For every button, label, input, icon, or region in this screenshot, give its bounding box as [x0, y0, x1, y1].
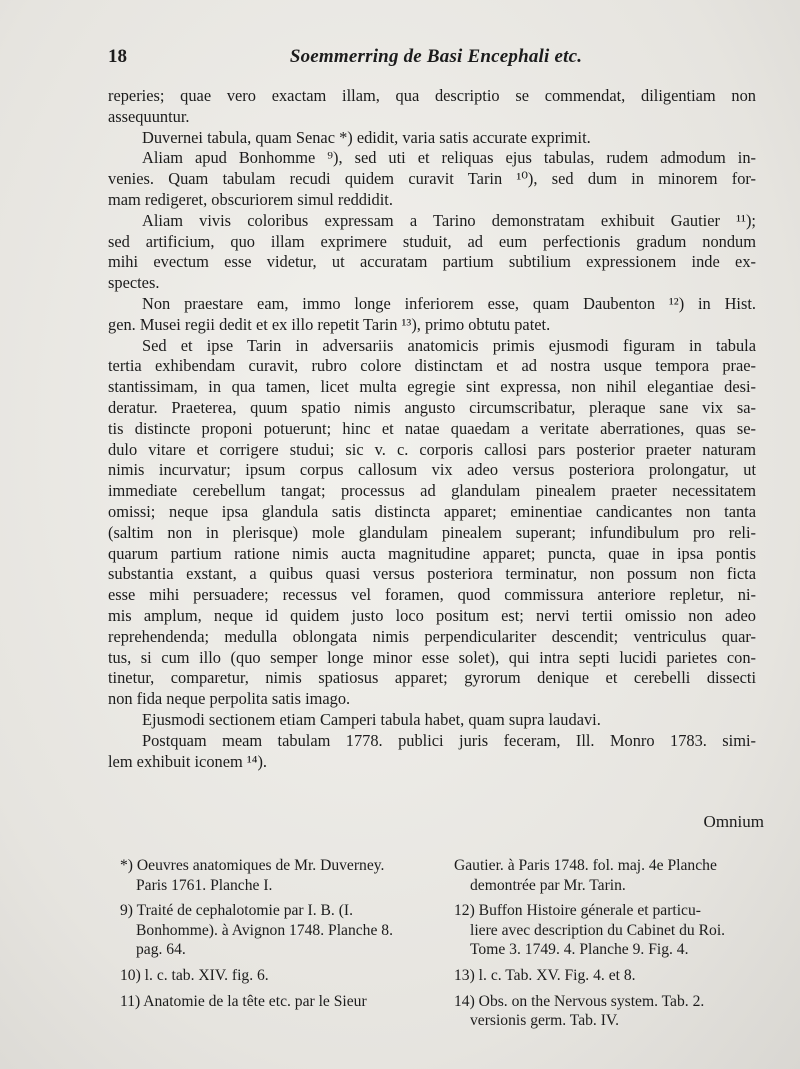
text-line: (saltim non in plerisque) mole glandulam pinealem superant; infundibulum pro reli- — [108, 522, 756, 542]
running-title: Soemmerring de Basi Encephali etc. — [289, 46, 583, 67]
body-text — [108, 86, 756, 772]
footnote-line: 12) Buffon Histoire génerale et particu- — [454, 902, 701, 920]
footnote-line: 14) Obs. on the Nervous system. Tab. 2. — [454, 992, 705, 1010]
footnote-line: Gautier. à Paris 1748. fol. maj. 4e Planche — [454, 857, 717, 874]
text-line: gen. Musei regii dedit et ex illo repetit Tarin ¹³), primo obtutu patet. — [108, 314, 551, 334]
text-line: reprehendenda; medulla oblongata nimis perpendiculariter descendit; ventriculus quar- — [108, 626, 756, 646]
text-line: venies. Quam tabulam recudi quidem curavit Tarin ¹⁰), sed dum in minorem for- — [108, 169, 756, 189]
footnotes — [106, 856, 766, 1056]
text-line: nimis incurvatur; ipsum corpus callosum vix adeo versus posteriora prolongatur, ut — [108, 460, 756, 480]
footnote-line: liere avec description du Cabinet du Roi. — [470, 921, 726, 939]
footnote — [440, 992, 766, 1031]
footnote-line: demontrée par Mr. Tarin. — [470, 876, 626, 894]
text-line: omissi; neque ipsa glandula satis distincta apparet; eminentiae candicantes non tanta — [108, 501, 756, 521]
footnote-line: Bonhomme). à Avignon 1748. Planche 8. — [136, 921, 393, 939]
text-line: assequuntur. — [108, 106, 190, 126]
text-line: tinetur, comparetur, nimis spatiosus apparet; gyrorum denique et cerebelli dissecti — [108, 668, 756, 688]
text-line: Non praestare eam, immo longe inferiorem esse, quam Daubenton ¹²) in Hist. — [142, 293, 756, 313]
text-line: spectes. — [108, 273, 160, 293]
footnote-line: 9) Traité de cephalotomie par I. B. (I. — [120, 902, 353, 920]
page-number: 18 — [108, 46, 127, 67]
text-line: immediate cerebellum tangat; processus ad glandulam pinealem praeter necessitatem — [108, 481, 756, 501]
page-header — [108, 46, 764, 76]
text-line: Ejusmodi sectionem etiam Camperi tabula habet, quam supra laudavi. — [142, 709, 601, 729]
footnote — [106, 966, 416, 986]
footnote — [440, 966, 766, 986]
footnote-line: versionis germ. Tab. IV. — [470, 1012, 620, 1030]
footnotes-right-column — [440, 856, 766, 1037]
footnotes-left-column — [106, 856, 416, 1017]
text-line: tus, si cum illo (quo semper longe minor esse solet), qui intra septi lucidi parietes con- — [108, 647, 756, 667]
footnote-line: Paris 1761. Planche I. — [136, 876, 273, 894]
text-line: deratur. Praeterea, quum spatio nimis angusto circumscribatur, pleraque sane vix sa- — [108, 397, 756, 417]
text-line: non fida neque perpolita satis imago. — [108, 689, 351, 709]
text-line: quarum partium ratione nimis aucta magnitudine apparet; puncta, quae in ipsa pontis — [108, 543, 756, 563]
footnote-line: 10) l. c. tab. XIV. fig. 6. — [120, 966, 269, 984]
footnote — [106, 992, 416, 1012]
text-line: tertia exhibendam curavit, rubro colore distinctam et ad nostra usque tempora prae- — [108, 356, 756, 376]
footnote — [106, 856, 416, 895]
footnote — [106, 901, 416, 960]
catchword: Omnium — [703, 812, 764, 831]
text-line: esse mihi persuadere; recessus vel foramen, quod commissura anteriore repletur, ni- — [108, 585, 756, 605]
text-line: Aliam vivis coloribus expressam a Tarino demonstratam exhibuit Gautier ¹¹); — [142, 210, 756, 230]
text-line: mihi evectum esse videtur, ut accuratam partium subtilium expressionem inde ex- — [108, 252, 756, 272]
text-line: dulo vitare et corrigere studui; sic v. c. corporis callosi pars posterior praeter naturam — [108, 439, 756, 459]
footnote-line: 11) Anatomie de la tête etc. par le Sieur — [120, 992, 367, 1010]
text-line: stantissimam, in qua tamen, licet multa egregie sint expressa, non nihil elegantiae desi- — [108, 377, 756, 397]
text-line: sed artificium, quo illam exprimere studuit, ad eum perfectionis gradum nondum — [108, 231, 756, 251]
text-line: reperies; quae vero exactam illam, qua descriptio se commendat, diligentiam non — [108, 86, 756, 105]
text-line: tis distincte proponi potuerunt; hinc et natae quaedam a veritate aberrationes, quas se- — [108, 418, 756, 438]
text-line: Aliam apud Bonhomme ⁹), sed uti et reliquas ejus tabulas, rudem admodum in- — [142, 148, 756, 168]
text-line: mam redigeret, obscuriorem simul reddidit. — [108, 189, 393, 209]
footnote — [440, 901, 766, 960]
footnote-line: pag. 64. — [136, 941, 186, 959]
text-line: mis amplum, neque id quidem justo loco positum est; nervi tertii omissio non adeo — [108, 605, 756, 625]
footnote-line: 13) l. c. Tab. XV. Fig. 4. et 8. — [454, 966, 636, 984]
text-line: Postquam meam tabulam 1778. publici juris feceram, Ill. Monro 1783. simi- — [142, 730, 756, 750]
footnote-line: Tome 3. 1749. 4. Planche 9. Fig. 4. — [470, 941, 689, 959]
text-line: lem exhibuit iconem ¹⁴). — [108, 751, 268, 771]
footnote-line: *) Oeuvres anatomiques de Mr. Duverney. — [120, 857, 385, 874]
text-line: Duvernei tabula, quam Senac *) edidit, varia satis accurate exprimit. — [142, 127, 591, 147]
footnote — [440, 856, 766, 895]
text-line: Sed et ipse Tarin in adversariis anatomicis primis ejusmodi figuram in tabula — [142, 335, 756, 355]
text-line: substantia exstant, a quibus quasi versus posteriora terminatur, non possum non ficta — [108, 564, 756, 584]
